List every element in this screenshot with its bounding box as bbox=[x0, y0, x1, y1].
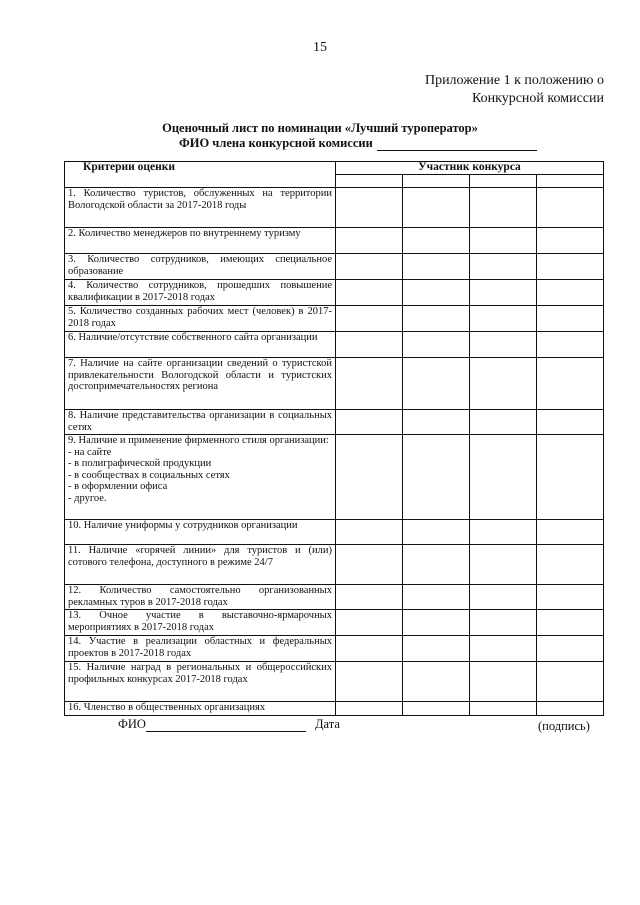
score-cell[interactable] bbox=[403, 410, 470, 435]
score-cell[interactable] bbox=[537, 306, 604, 332]
score-cell[interactable] bbox=[537, 358, 604, 410]
score-cell[interactable] bbox=[336, 520, 403, 545]
date-label: Дата bbox=[315, 717, 340, 731]
score-cell[interactable] bbox=[470, 585, 537, 610]
score-cell[interactable] bbox=[537, 254, 604, 280]
score-cell[interactable] bbox=[537, 188, 604, 228]
page-number: 15 bbox=[313, 40, 327, 55]
score-cell[interactable] bbox=[470, 188, 537, 228]
score-cell[interactable] bbox=[403, 610, 470, 636]
score-cell[interactable] bbox=[537, 332, 604, 358]
criteria-rows bbox=[65, 188, 604, 716]
score-cell[interactable] bbox=[537, 280, 604, 306]
score-cell[interactable] bbox=[470, 254, 537, 280]
score-cell[interactable] bbox=[403, 280, 470, 306]
table-row bbox=[65, 435, 604, 520]
commission-member-blank[interactable] bbox=[377, 138, 537, 151]
score-cell[interactable] bbox=[403, 435, 470, 520]
score-cell[interactable] bbox=[537, 520, 604, 545]
score-cell[interactable] bbox=[336, 410, 403, 435]
criterion-cell: 16. Членство в общественных организациях bbox=[65, 702, 336, 716]
score-cell[interactable] bbox=[403, 228, 470, 254]
score-cell[interactable] bbox=[336, 610, 403, 636]
table-row bbox=[65, 332, 604, 358]
score-cell[interactable] bbox=[537, 636, 604, 662]
appendix-line-1: Приложение 1 к положению о bbox=[424, 73, 604, 88]
score-cell[interactable] bbox=[336, 254, 403, 280]
criteria-header: Критерии оценки bbox=[65, 162, 336, 188]
criterion-cell: 8. Наличие представительства организации в социальных сетях bbox=[65, 410, 336, 435]
table-row bbox=[65, 280, 604, 306]
score-cell[interactable] bbox=[403, 358, 470, 410]
table-row bbox=[65, 254, 604, 280]
score-cell[interactable] bbox=[537, 702, 604, 716]
score-cell[interactable] bbox=[470, 702, 537, 716]
score-cell[interactable] bbox=[336, 662, 403, 702]
table-row bbox=[65, 610, 604, 636]
score-cell[interactable] bbox=[470, 520, 537, 545]
score-cell[interactable] bbox=[470, 358, 537, 410]
table-row bbox=[65, 636, 604, 662]
score-cell[interactable] bbox=[403, 254, 470, 280]
criterion-cell: 15. Наличие наград в региональных и общероссийских профильных конкурсах 2017-2018 годах bbox=[65, 662, 336, 702]
score-cell[interactable] bbox=[537, 585, 604, 610]
score-cell[interactable] bbox=[403, 306, 470, 332]
table-row bbox=[65, 358, 604, 410]
appendix-line-2: Конкурсной комиссии bbox=[471, 91, 604, 106]
criterion-cell: 6. Наличие/отсутствие собственного сайта организации bbox=[65, 332, 336, 358]
fio-blank[interactable] bbox=[146, 731, 306, 732]
table-row bbox=[65, 520, 604, 545]
criterion-cell: 4. Количество сотрудников, прошедших повышение квалификации в 2017-2018 годах bbox=[65, 280, 336, 306]
score-cell[interactable] bbox=[470, 435, 537, 520]
score-cell[interactable] bbox=[470, 410, 537, 435]
score-cell[interactable] bbox=[537, 435, 604, 520]
score-cell[interactable] bbox=[470, 662, 537, 702]
score-cell[interactable] bbox=[336, 585, 403, 610]
criterion-cell: 14. Участие в реализации областных и федеральных проектов в 2017-2018 годах bbox=[65, 636, 336, 662]
score-cell[interactable] bbox=[403, 636, 470, 662]
fio-label: ФИО bbox=[118, 717, 146, 731]
score-cell[interactable] bbox=[403, 332, 470, 358]
score-cell[interactable] bbox=[470, 280, 537, 306]
criterion-cell: 2. Количество менеджеров по внутреннему туризму bbox=[65, 228, 336, 254]
participant-header: Участник конкурса bbox=[336, 162, 604, 175]
table-row bbox=[65, 702, 604, 716]
score-cell[interactable] bbox=[537, 610, 604, 636]
score-cell[interactable] bbox=[537, 410, 604, 435]
criterion-cell: 5. Количество созданных рабочих мест (человек) в 2017-2018 годах bbox=[65, 306, 336, 332]
score-cell[interactable] bbox=[336, 636, 403, 662]
score-cell[interactable] bbox=[403, 662, 470, 702]
score-cell[interactable] bbox=[470, 332, 537, 358]
commission-member-line bbox=[179, 136, 537, 151]
score-cell[interactable] bbox=[336, 332, 403, 358]
score-cell[interactable] bbox=[403, 585, 470, 610]
criterion-cell: 10. Наличие униформы у сотрудников организации bbox=[65, 520, 336, 545]
participant-col-header bbox=[336, 175, 403, 188]
score-cell[interactable] bbox=[403, 188, 470, 228]
table-row bbox=[65, 306, 604, 332]
score-cell[interactable] bbox=[537, 662, 604, 702]
score-cell[interactable] bbox=[537, 545, 604, 585]
criterion-cell: 12. Количество самостоятельно организованных рекламных туров в 2017-2018 годах bbox=[65, 585, 336, 610]
score-cell[interactable] bbox=[403, 702, 470, 716]
criterion-cell: 9. Наличие и применение фирменного стиля организации: - на сайте - в полиграфической продукции - в сообществах в социальных сетях - в оформлении офиса - другое. bbox=[65, 435, 336, 520]
score-cell[interactable] bbox=[537, 228, 604, 254]
table-row bbox=[65, 228, 604, 254]
table-row bbox=[65, 585, 604, 610]
score-cell[interactable] bbox=[336, 545, 403, 585]
commission-member-label: ФИО члена конкурсной комиссии bbox=[179, 136, 373, 150]
score-cell[interactable] bbox=[336, 358, 403, 410]
appendix-note bbox=[425, 72, 604, 108]
table-row bbox=[65, 410, 604, 435]
score-cell[interactable] bbox=[336, 435, 403, 520]
score-cell[interactable] bbox=[403, 545, 470, 585]
criterion-cell: 13. Очное участие в выставочно-ярмарочных мероприятиях в 2017-2018 годах bbox=[65, 610, 336, 636]
criterion-cell: 11. Наличие «горячей линии» для туристов и (или) сотового телефона, доступного в режиме 24/7 bbox=[65, 545, 336, 585]
participant-col-header bbox=[537, 175, 604, 188]
score-cell[interactable] bbox=[403, 520, 470, 545]
score-cell[interactable] bbox=[470, 306, 537, 332]
score-cell[interactable] bbox=[470, 545, 537, 585]
score-cell[interactable] bbox=[470, 610, 537, 636]
score-cell[interactable] bbox=[470, 228, 537, 254]
participant-col-header bbox=[470, 175, 537, 188]
score-cell[interactable] bbox=[336, 306, 403, 332]
criterion-cell: 3. Количество сотрудников, имеющих специальное образование bbox=[65, 254, 336, 280]
evaluation-table bbox=[64, 161, 604, 716]
criterion-cell: 7. Наличие на сайте организации сведений о туристской привлекательности Вологодской области и туристских достопримечательностях региона bbox=[65, 358, 336, 410]
document-title: Оценочный лист по номинации «Лучший туроператор» bbox=[162, 121, 478, 135]
participant-col-header bbox=[403, 175, 470, 188]
score-cell[interactable] bbox=[336, 280, 403, 306]
table-row bbox=[65, 662, 604, 702]
signature-label: (подпись) bbox=[538, 719, 590, 733]
score-cell[interactable] bbox=[470, 636, 537, 662]
table-row bbox=[65, 188, 604, 228]
score-cell[interactable] bbox=[336, 188, 403, 228]
score-cell[interactable] bbox=[336, 702, 403, 716]
table-row bbox=[65, 545, 604, 585]
criterion-cell: 1. Количество туристов, обслуженных на территории Вологодской области за 2017-2018 годы bbox=[65, 188, 336, 228]
score-cell[interactable] bbox=[336, 228, 403, 254]
